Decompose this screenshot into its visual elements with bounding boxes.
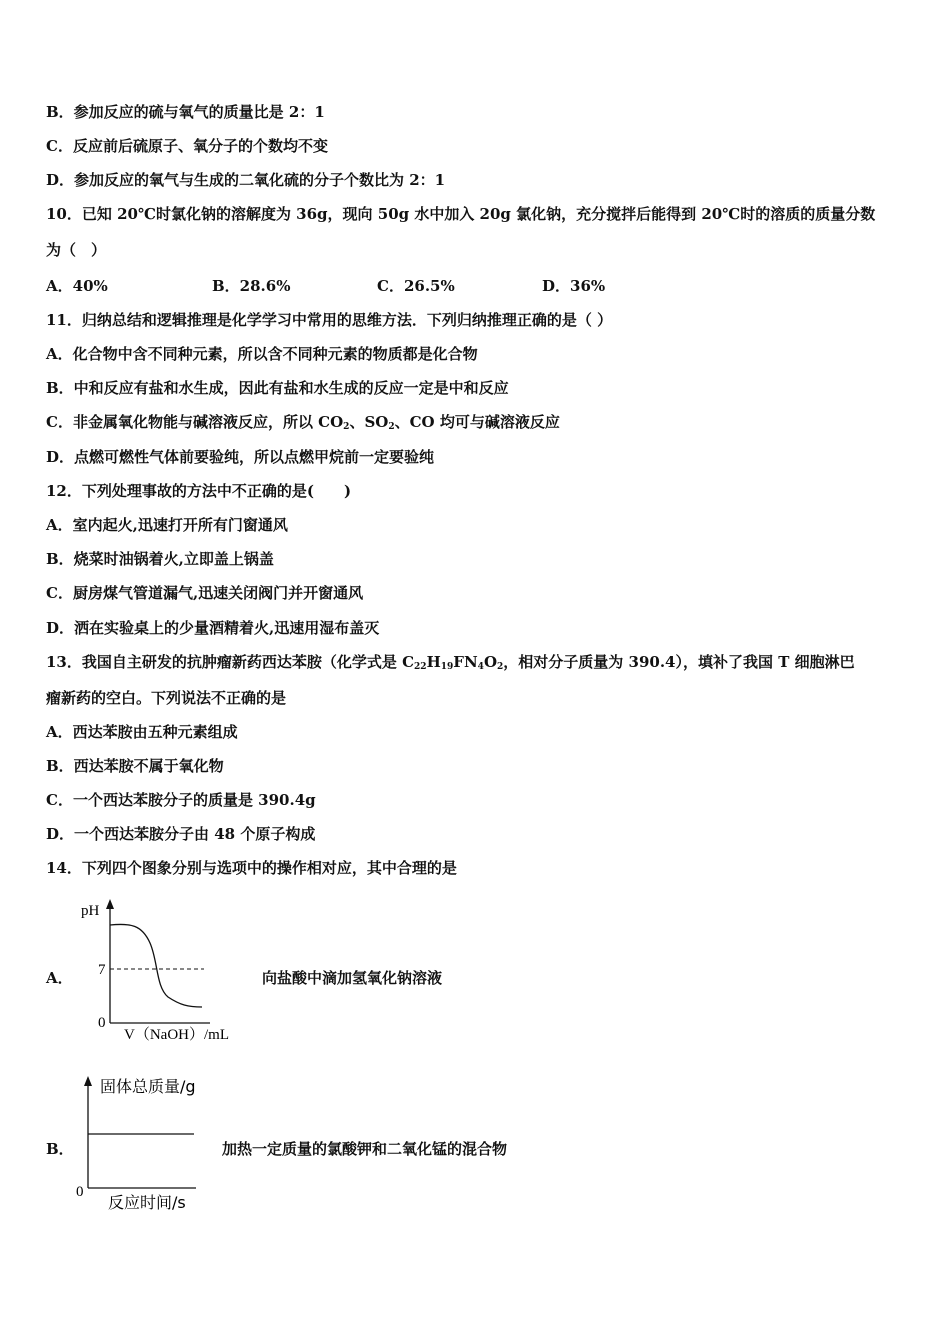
- q10-option-d: D．36%: [542, 277, 606, 295]
- ph-origin-label: 0: [98, 1015, 106, 1031]
- q14-option-a-label: A．: [46, 969, 73, 987]
- q10-stem-line2: 为（ ）: [46, 241, 107, 259]
- q12-option-c: C．厨房煤气管道漏气,迅速关闭阀门并开窗通风: [46, 584, 364, 602]
- q11-stem: 11．归纳总结和逻辑推理是化学学习中常用的思维方法．下列归纳推理正确的是（ ）: [46, 311, 613, 329]
- q11-option-d: D．点燃可燃性气体前要验纯，所以点燃甲烷前一定要验纯: [46, 448, 435, 466]
- mass-y-arrow: [84, 1076, 92, 1086]
- q13-option-b: B．西达苯胺不属于氧化物: [46, 757, 224, 775]
- mass-x-label: 反应时间/s: [108, 1193, 186, 1212]
- mass-graph: [72, 1068, 222, 1218]
- q14-option-a-text: 向盐酸中滴加氢氧化钠溶液: [262, 969, 443, 987]
- ph-y-label: pH: [81, 903, 100, 919]
- q13-option-c: C．一个西达苯胺分子的质量是 390.4g: [46, 791, 316, 809]
- ph-curve: [110, 924, 202, 1007]
- q10-option-b: B．28.6%: [212, 277, 291, 295]
- q13-stem-line2: 瘤新药的空白。下列说法不正确的是: [46, 689, 287, 707]
- q13-option-a: A．西达苯胺由五种元素组成: [46, 723, 238, 741]
- q13-option-d: D．一个西达苯胺分子由 48 个原子构成: [46, 825, 316, 843]
- q12-option-b: B．烧菜时油锅着火,立即盖上锅盖: [46, 550, 274, 568]
- ph-graph: [76, 895, 256, 1045]
- q14-option-b-label: B．: [46, 1140, 74, 1158]
- q9-option-b: B．参加反应的硫与氧气的质量比是 2：1: [46, 103, 325, 121]
- q14-stem: 14．下列四个图象分别与选项中的操作相对应，其中合理的是: [46, 859, 457, 877]
- ph-x-label: V（NaOH）/mL: [124, 1027, 229, 1043]
- q10-options: [46, 276, 605, 296]
- q12-option-a: A．室内起火,迅速打开所有门窗通风: [46, 516, 288, 534]
- mass-origin-label: 0: [76, 1184, 84, 1200]
- mass-y-label: 固体总质量/g: [100, 1077, 196, 1096]
- q9-option-c: C．反应前后硫原子、氧分子的个数均不变: [46, 137, 328, 155]
- q11-option-b: B．中和反应有盐和水生成，因此有盐和水生成的反应一定是中和反应: [46, 379, 509, 397]
- q10-option-a: A．40%: [46, 277, 108, 295]
- q12-stem: 12．下列处理事故的方法中不正确的是( ): [46, 482, 352, 500]
- q9-option-d: D．参加反应的氧气与生成的二氧化硫的分子个数比为 2：1: [46, 171, 446, 189]
- ph-y-arrow: [106, 899, 114, 909]
- q13-stem-line1: 13．我国自主研发的抗肿瘤新药西达苯胺（化学式是 $C_{22}H_{19}FN_4O_2$，相对分子质量为 390.4），填补了我国 T 细胞淋巴: [46, 653, 855, 672]
- q14-option-b-text: 加热一定质量的氯酸钾和二氧化锰的混合物: [222, 1140, 508, 1158]
- q11-option-a: A．化合物中含不同种元素，所以含不同种元素的物质都是化合物: [46, 345, 478, 363]
- q10-option-c: C．26.5%: [377, 277, 455, 295]
- ph-7-label: 7: [98, 962, 106, 978]
- q12-option-d: D．洒在实验桌上的少量酒精着火,迅速用湿布盖灭: [46, 619, 380, 637]
- q11-option-c: C．非金属氧化物能与碱溶液反应，所以 $CO_2$、$SO_2$、CO 均可与碱溶液反应: [46, 413, 560, 432]
- q10-stem-line1: 10．已知 20℃时氯化钠的溶解度为 36g，现向 50g 水中加入 20g 氯化钠，充分搅拌后能得到 20℃时的溶质的质量分数: [46, 205, 876, 223]
